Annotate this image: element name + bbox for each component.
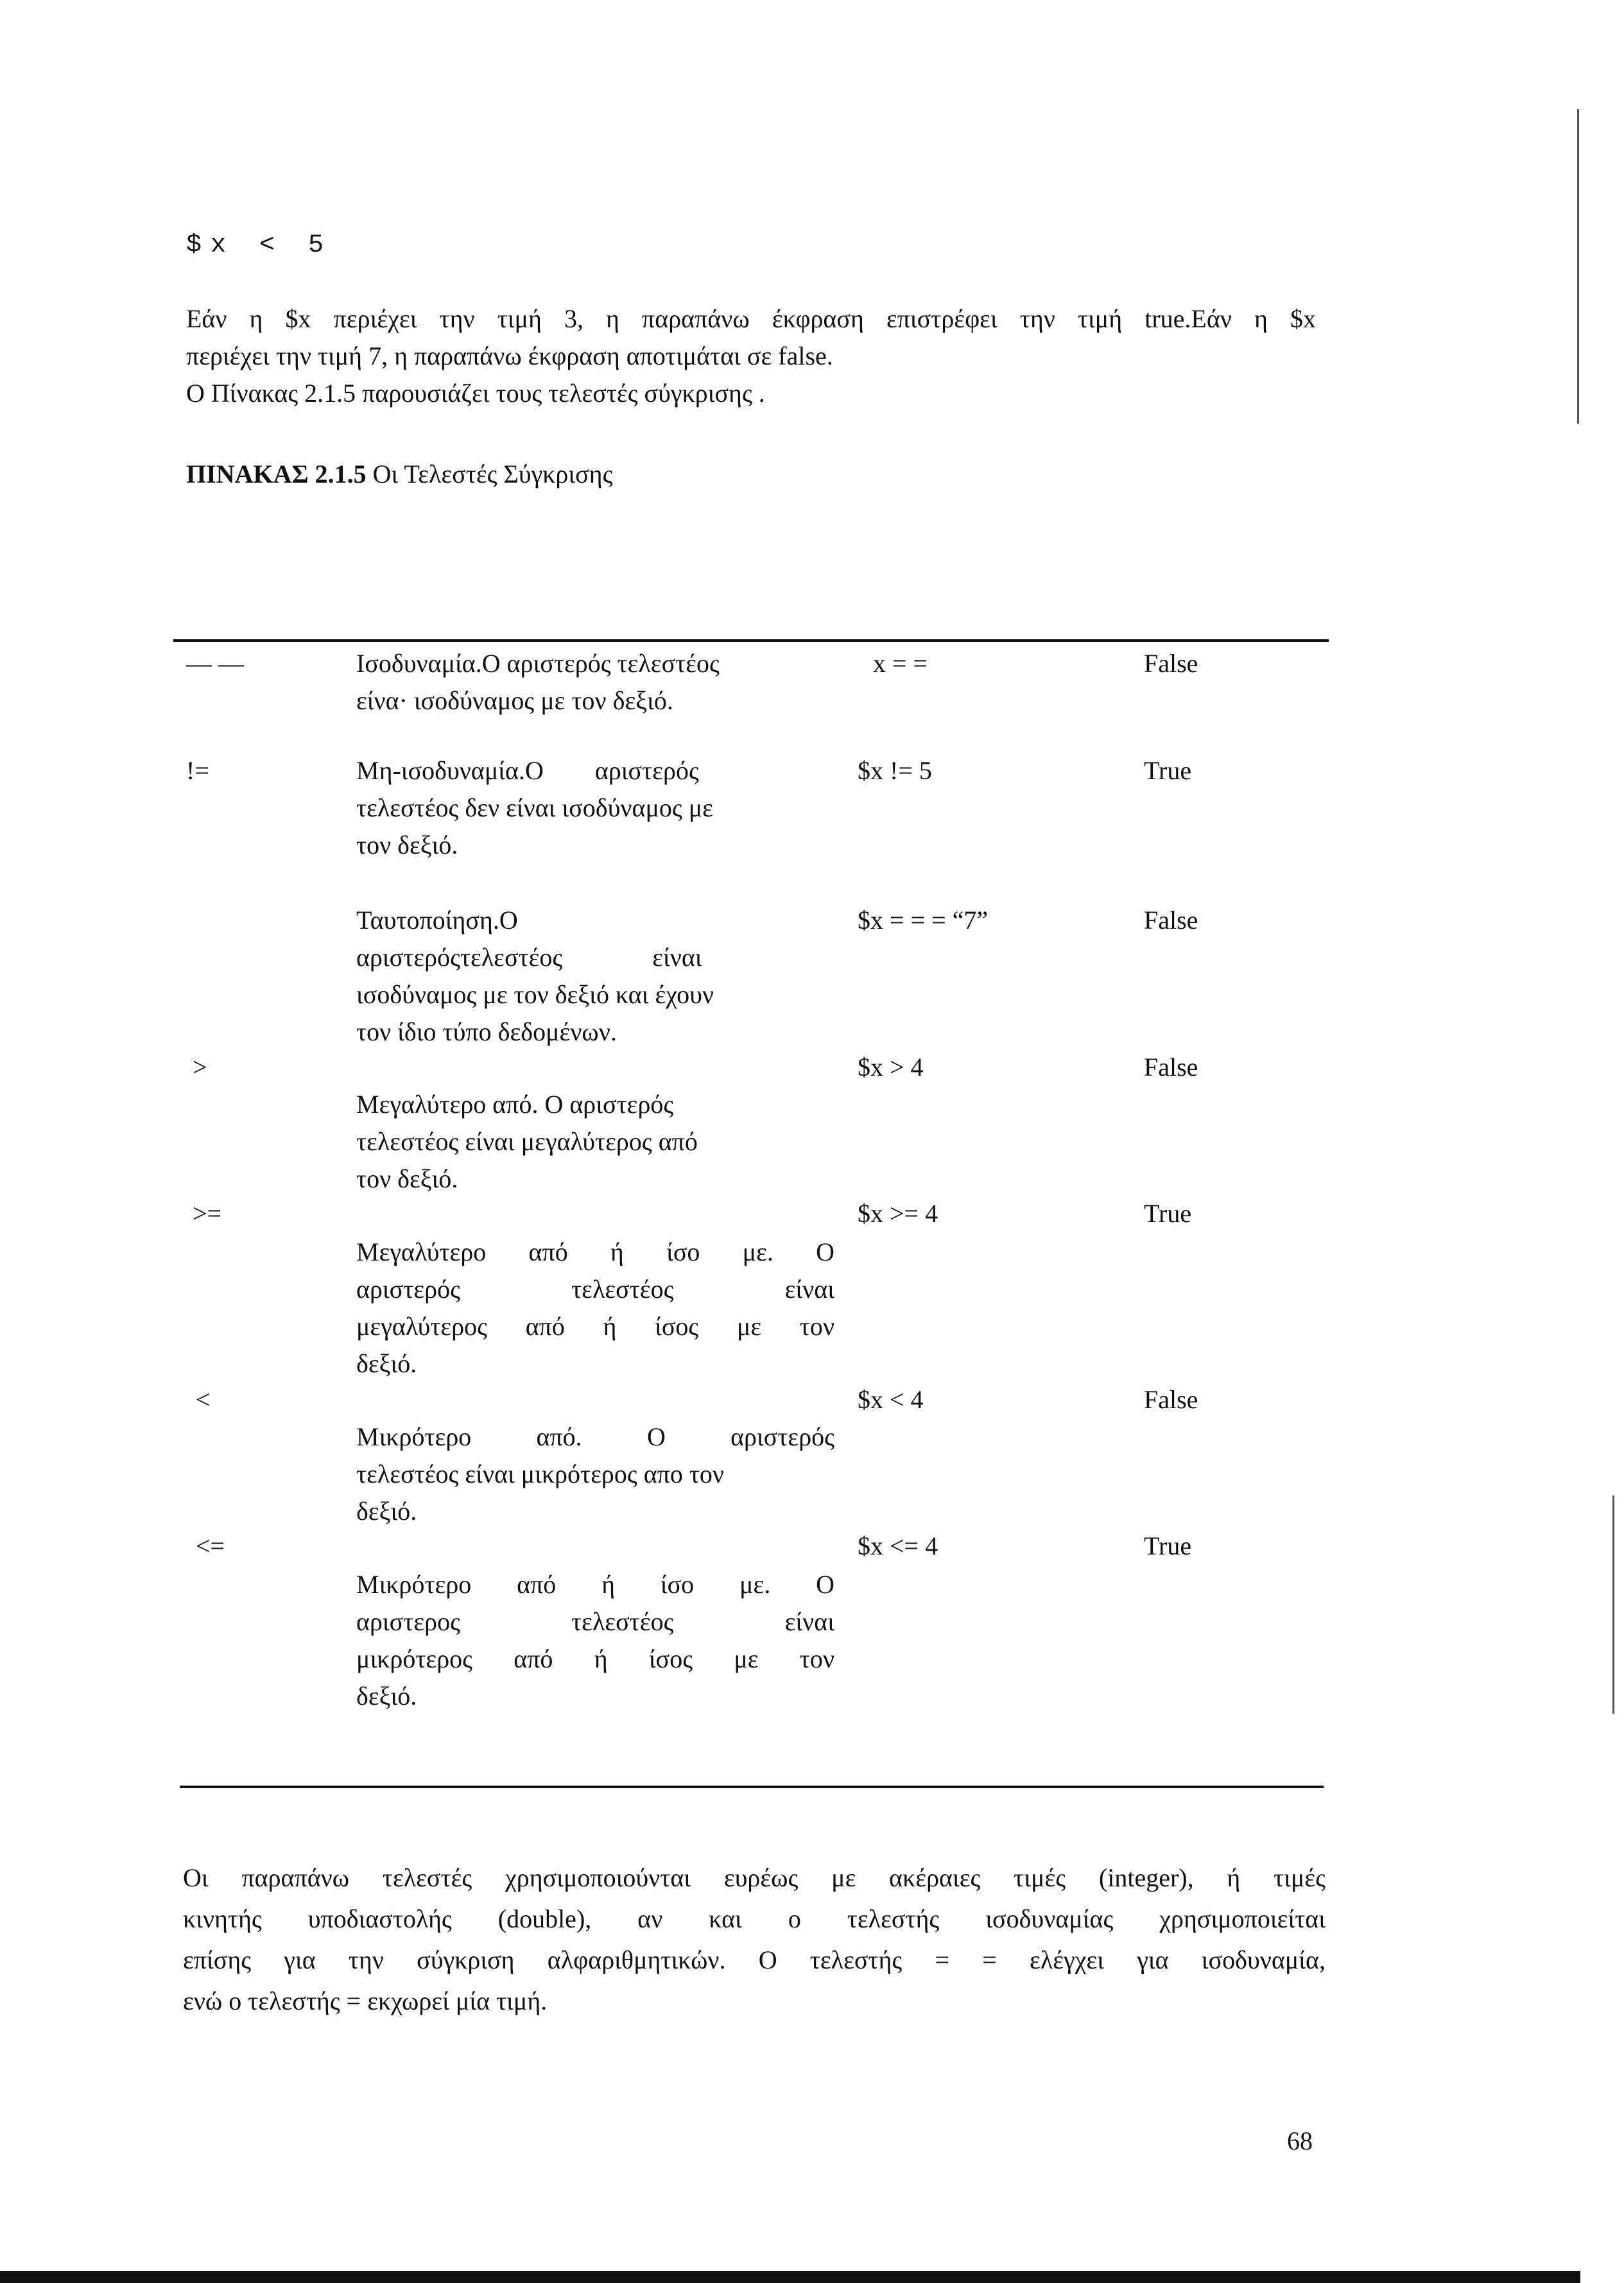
desc-line: Ισοδυναμία.Ο αριστερός τελεστέος (356, 649, 720, 678)
table-row-result: True (1144, 756, 1192, 785)
desc-line: Μεγαλύτερο από. Ο αριστερός (356, 1090, 674, 1119)
desc-line: αριστερός τελεστέος είναι (356, 1275, 834, 1304)
desc-line: είνα· ισοδύναμος με τον δεξιό. (356, 686, 673, 715)
desc-line: δεξιό. (356, 1349, 417, 1378)
intro-paragraph (186, 300, 1316, 412)
desc-line: ισοδύναμος με τον δεξιό και έχουν (356, 980, 714, 1009)
desc-line: αριστερος τελεστέος είναι (356, 1607, 834, 1636)
table-row-operator: < (196, 1385, 211, 1414)
table-row-description (356, 1566, 834, 1715)
table-row-example: $x = = = “7” (858, 906, 989, 935)
scan-edge-line-top (1577, 109, 1579, 424)
table-row-result: True (1144, 1531, 1192, 1560)
table-row-description (356, 902, 834, 1051)
table-row-example: $x != 5 (858, 756, 932, 785)
table-row-example: x = = (873, 649, 928, 678)
table-row-operator: >= (193, 1199, 222, 1228)
table-row-result: True (1144, 1199, 1192, 1228)
table-caption-label: ΠΙΝΑΚΑΣ 2.1.5 (186, 460, 367, 488)
page-number: 68 (1287, 2126, 1313, 2155)
table-row-operator: <= (196, 1531, 225, 1560)
table-caption-title: Οι Τελεστές Σύγκρισης (366, 460, 613, 488)
table-row-example: $x > 4 (858, 1053, 924, 1081)
desc-line: τελεστέος είναι μεγαλύτερος από (356, 1127, 698, 1156)
table-row-example: $x < 4 (858, 1385, 924, 1414)
table-row-description (356, 752, 834, 864)
outro-line-4: ενώ ο τελεστής = εκχωρεί μία τιμή. (183, 1986, 548, 2015)
table-caption (186, 456, 612, 493)
table-row-description (356, 1234, 834, 1383)
desc-line: Μικρότερο από. Ο αριστερός (356, 1422, 834, 1451)
desc-line: τον δεξιό. (356, 1164, 458, 1193)
scan-edge-line-middle (1612, 1495, 1614, 1714)
desc-line: Μεγαλύτερο από ή ίσο με. Ο (356, 1237, 834, 1266)
table-row-result: False (1144, 906, 1198, 935)
outro-line-1: Οι παραπάνω τελεστές χρησιμοποιούνται ευρέως με ακέραιες τιμές (integer), ή τιμές (183, 1863, 1326, 1892)
outro-paragraph (183, 1857, 1326, 2022)
desc-line: δεξιό. (356, 1682, 417, 1710)
desc-line: δεξιό. (356, 1497, 417, 1526)
intro-line-2: περιέχει την τιμή 7, η παραπάνω έκφραση αποτιμάται σε false. (186, 341, 833, 370)
desc-line: τελεστέος δεν είναι ισοδύναμος με (356, 793, 713, 822)
scan-bottom-bar (0, 2271, 1580, 2283)
desc-line: τον ίδιο τύπο δεδομένων. (356, 1017, 617, 1046)
table-row-description (356, 1418, 834, 1530)
outro-line-2: κινητής υποδιαστολής (double), αν και ο τελεστής ισοδυναμίας χρησιμοποιείται (183, 1904, 1326, 1933)
intro-line-3: Ο Πίνακας 2.1.5 παρουσιάζει τους τελεστές σύγκρισης . (186, 379, 765, 408)
table-row-operator: != (186, 756, 209, 785)
desc-line: μικρότερος από ή ίσος με τον (356, 1644, 834, 1673)
table-row-description (356, 1086, 834, 1198)
table-row-example: $x >= 4 (858, 1199, 938, 1228)
desc-line: μεγαλύτερος από ή ίσος με τον (356, 1312, 834, 1341)
outro-line-3: επίσης για την σύγκριση αλφαριθμητικών. Ο τελεστής = = ελέγχει για ισοδυναμία, (183, 1945, 1326, 1974)
table-row-example: $x <= 4 (858, 1531, 938, 1560)
table-top-rule (173, 639, 1329, 642)
table-row-result: False (1144, 1385, 1198, 1414)
desc-line: αριστερόςτελεστέος είναι (356, 943, 702, 972)
table-row-description (356, 645, 834, 719)
table-row-result: False (1144, 649, 1198, 678)
table-row-operator: > (193, 1053, 207, 1081)
desc-line: Μικρότερο από ή ίσο με. Ο (356, 1570, 834, 1599)
code-line: $x < 5 (186, 231, 333, 260)
desc-line: τον δεξιό. (356, 831, 458, 859)
table-bottom-rule (180, 1786, 1324, 1788)
desc-line: Μη-ισοδυναμία.Ο αριστερός (356, 756, 699, 785)
desc-line: τελεστέος είναι μικρότερος απο τον (356, 1460, 725, 1488)
desc-line: Ταυτοποίηση.Ο (356, 906, 518, 935)
table-row-result: False (1144, 1053, 1198, 1081)
intro-line-1: Εάν η $x περιέχει την τιμή 3, η παραπάνω έκφραση επιστρέφει την τιμή true.Εάν η $x (186, 304, 1316, 333)
table-row-operator: — — (186, 649, 244, 678)
